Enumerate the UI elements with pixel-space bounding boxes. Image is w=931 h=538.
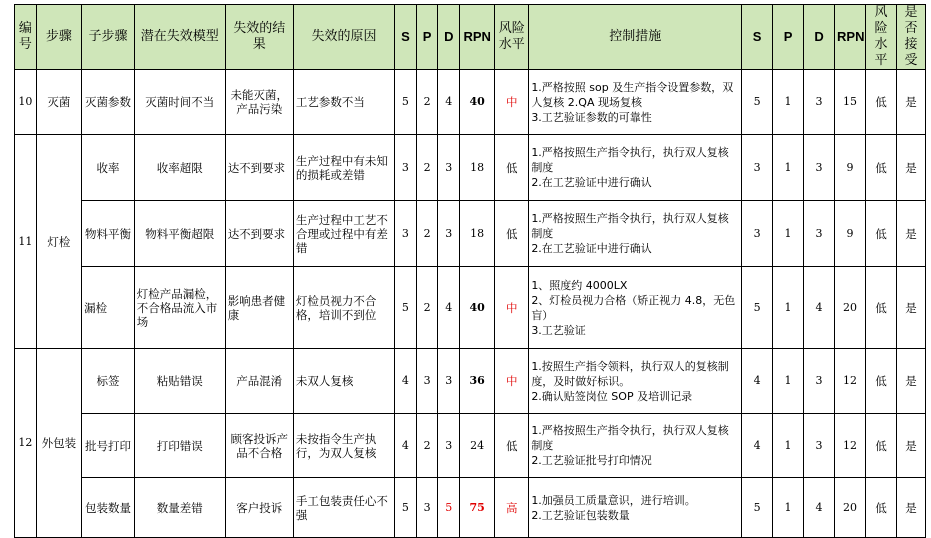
cell-rpn: 18 (460, 135, 495, 201)
cell-rpn2: 12 (835, 414, 866, 478)
cell-risk2: 低 (866, 478, 897, 538)
cell-risk: 高 (495, 478, 529, 538)
cell-p2: 1 (773, 70, 804, 135)
cell-rpn2: 20 (835, 267, 866, 349)
cell-cause: 生产过程中有未知的损耗或差错 (293, 135, 394, 201)
cell-p2: 1 (773, 414, 804, 478)
cell-control: 1.加强员工质量意识，进行培训。 2.工艺验证包装数量 (529, 478, 742, 538)
cell-s: 4 (395, 349, 417, 414)
cell-control: 1.按照生产指令领料，执行双人的复核制度，及时做好标识。 2.确认贴签岗位 SOP 及培训记录 (529, 349, 742, 414)
cell-p2: 1 (773, 349, 804, 414)
cell-control: 1.严格按照生产指令执行，执行双人复核制度 2.在工艺验证中进行确认 (529, 135, 742, 201)
cell-substep: 物料平衡 (82, 201, 135, 267)
cell-effect: 达不到要求 (225, 201, 293, 267)
cell-accept: 是 (897, 135, 926, 201)
cell-s2: 3 (742, 135, 773, 201)
table-row (15, 135, 926, 201)
cell-effect: 达不到要求 (225, 135, 293, 201)
cell-d: 5 (438, 478, 460, 538)
fmea-table (14, 4, 926, 538)
cell-s2: 3 (742, 201, 773, 267)
header-rpn2: RPN (835, 5, 866, 70)
cell-control: 1、照度约 4000LX 2、灯检员视力合格（矫正视力 4.8，无色盲） 3.工艺验证 (529, 267, 742, 349)
cell-cause: 手工包装责任心不强 (293, 478, 394, 538)
cell-no: 11 (15, 135, 37, 349)
cell-d: 3 (438, 414, 460, 478)
cell-substep: 标签 (82, 349, 135, 414)
cell-mode: 粘贴错误 (134, 349, 225, 414)
cell-substep: 收率 (82, 135, 135, 201)
cell-risk: 低 (495, 201, 529, 267)
cell-d: 4 (438, 70, 460, 135)
cell-d2: 3 (804, 135, 835, 201)
cell-risk: 中 (495, 70, 529, 135)
header-control: 控制措施 (529, 5, 742, 70)
cell-d: 3 (438, 201, 460, 267)
cell-mode: 物料平衡超限 (134, 201, 225, 267)
cell-mode: 数量差错 (134, 478, 225, 538)
cell-risk2: 低 (866, 135, 897, 201)
cell-effect: 影响患者健康 (225, 267, 293, 349)
cell-s2: 5 (742, 267, 773, 349)
cell-accept: 是 (897, 201, 926, 267)
header-no: 编号 (15, 5, 37, 70)
cell-p2: 1 (773, 135, 804, 201)
cell-d2: 4 (804, 267, 835, 349)
cell-d2: 4 (804, 478, 835, 538)
cell-risk: 低 (495, 414, 529, 478)
cell-p2: 1 (773, 478, 804, 538)
cell-cause: 工艺参数不当 (293, 70, 394, 135)
cell-step: 灭菌 (36, 70, 81, 135)
table-row (15, 201, 926, 267)
cell-step: 灯检 (36, 135, 81, 349)
cell-mode: 灭菌时间不当 (134, 70, 225, 135)
header-step: 步骤 (36, 5, 81, 70)
cell-cause: 生产过程中工艺不合理或过程中有差错 (293, 201, 394, 267)
cell-mode: 打印错误 (134, 414, 225, 478)
cell-s: 3 (395, 201, 417, 267)
cell-effect: 顾客投诉产品不合格 (225, 414, 293, 478)
cell-risk2: 低 (866, 267, 897, 349)
cell-d2: 3 (804, 349, 835, 414)
table-row (15, 70, 926, 135)
cell-p: 2 (416, 267, 438, 349)
cell-s: 5 (395, 267, 417, 349)
cell-s2: 4 (742, 349, 773, 414)
fmea-table-container (14, 4, 926, 538)
cell-s2: 5 (742, 70, 773, 135)
header-row (15, 5, 926, 70)
cell-risk2: 低 (866, 201, 897, 267)
cell-p: 3 (416, 478, 438, 538)
table-row (15, 349, 926, 414)
cell-d2: 3 (804, 201, 835, 267)
cell-accept: 是 (897, 70, 926, 135)
header-risk2: 风险水平 (866, 5, 897, 70)
cell-risk2: 低 (866, 349, 897, 414)
cell-cause: 灯检员视力不合格，培训不到位 (293, 267, 394, 349)
cell-risk2: 低 (866, 70, 897, 135)
cell-d2: 3 (804, 70, 835, 135)
cell-substep: 漏检 (82, 267, 135, 349)
cell-s: 3 (395, 135, 417, 201)
header-accept: 是否接受 (897, 5, 926, 70)
cell-d: 3 (438, 349, 460, 414)
cell-cause: 未按指令生产执行，为双人复核 (293, 414, 394, 478)
cell-s: 5 (395, 70, 417, 135)
cell-s: 5 (395, 478, 417, 538)
cell-rpn2: 9 (835, 135, 866, 201)
table-row (15, 414, 926, 478)
cell-substep: 灭菌参数 (82, 70, 135, 135)
header-d2: D (804, 5, 835, 70)
cell-rpn: 75 (460, 478, 495, 538)
table-row (15, 267, 926, 349)
cell-p: 3 (416, 349, 438, 414)
cell-rpn2: 15 (835, 70, 866, 135)
cell-mode: 收率超限 (134, 135, 225, 201)
cell-risk: 中 (495, 349, 529, 414)
cell-s2: 5 (742, 478, 773, 538)
cell-p: 2 (416, 70, 438, 135)
header-effect: 失效的结果 (225, 5, 293, 70)
header-p: P (416, 5, 438, 70)
cell-p: 2 (416, 414, 438, 478)
cell-p: 2 (416, 135, 438, 201)
cell-control: 1.严格按照生产指令执行，执行双人复核制度 2.工艺验证批号打印情况 (529, 414, 742, 478)
header-failure-mode: 潜在失效模型 (134, 5, 225, 70)
cell-effect: 产品混淆 (225, 349, 293, 414)
cell-risk: 低 (495, 135, 529, 201)
cell-rpn: 40 (460, 70, 495, 135)
cell-effect: 客户投诉 (225, 478, 293, 538)
header-cause: 失效的原因 (293, 5, 394, 70)
cell-risk: 中 (495, 267, 529, 349)
cell-p: 2 (416, 201, 438, 267)
cell-p2: 1 (773, 267, 804, 349)
cell-control: 1.严格按照 sop 及生产指令设置参数，双人复核 2.QA 现场复核 3.工艺验证参数的可靠性 (529, 70, 742, 135)
cell-d: 3 (438, 135, 460, 201)
header-rpn: RPN (460, 5, 495, 70)
cell-rpn2: 20 (835, 478, 866, 538)
cell-rpn: 40 (460, 267, 495, 349)
header-risk: 风险水平 (495, 5, 529, 70)
cell-s: 4 (395, 414, 417, 478)
cell-rpn: 24 (460, 414, 495, 478)
cell-control: 1.严格按照生产指令执行，执行双人复核制度 2.在工艺验证中进行确认 (529, 201, 742, 267)
cell-s2: 4 (742, 414, 773, 478)
cell-accept: 是 (897, 349, 926, 414)
header-s2: S (742, 5, 773, 70)
cell-accept: 是 (897, 267, 926, 349)
cell-risk2: 低 (866, 414, 897, 478)
header-substep: 子步骤 (82, 5, 135, 70)
cell-no: 12 (15, 349, 37, 538)
cell-d2: 3 (804, 414, 835, 478)
cell-p2: 1 (773, 201, 804, 267)
cell-rpn: 36 (460, 349, 495, 414)
cell-cause: 未双人复核 (293, 349, 394, 414)
header-d: D (438, 5, 460, 70)
cell-rpn: 18 (460, 201, 495, 267)
cell-effect: 未能灭菌，产品污染 (225, 70, 293, 135)
cell-d: 4 (438, 267, 460, 349)
table-row (15, 478, 926, 538)
header-s: S (395, 5, 417, 70)
cell-rpn2: 9 (835, 201, 866, 267)
cell-substep: 批号打印 (82, 414, 135, 478)
cell-substep: 包装数量 (82, 478, 135, 538)
header-p2: P (773, 5, 804, 70)
cell-accept: 是 (897, 414, 926, 478)
cell-no: 10 (15, 70, 37, 135)
cell-accept: 是 (897, 478, 926, 538)
cell-rpn2: 12 (835, 349, 866, 414)
cell-step: 外包装 (36, 349, 81, 538)
cell-mode: 灯检产品漏检，不合格品流入市场 (134, 267, 225, 349)
